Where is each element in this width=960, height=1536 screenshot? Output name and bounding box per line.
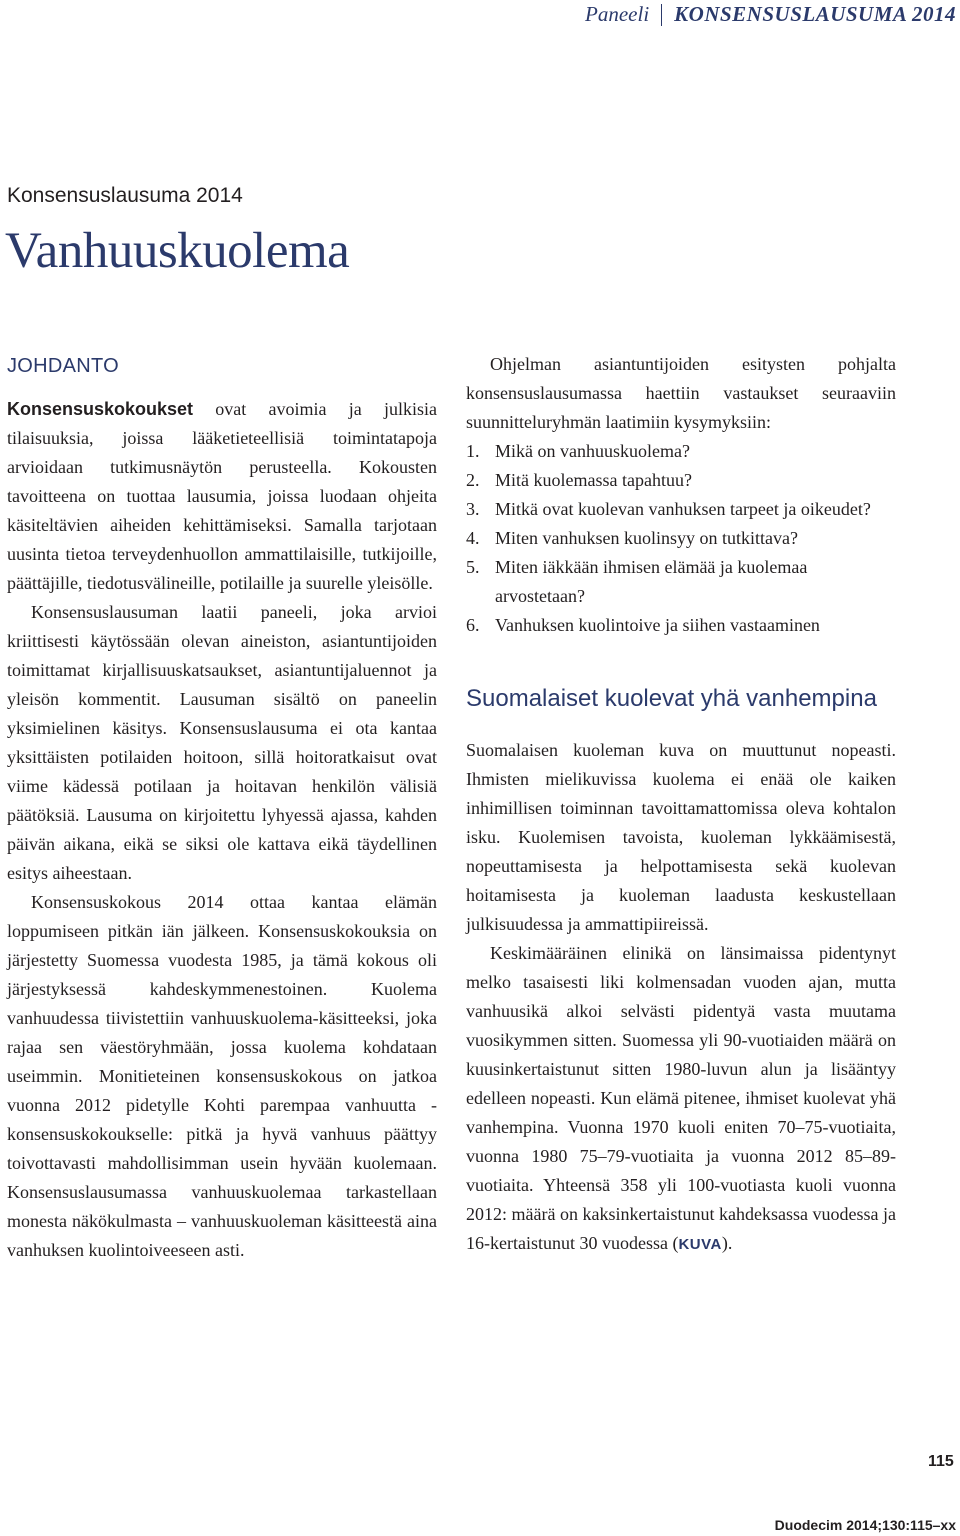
left-column [7, 352, 437, 1265]
meeting-paragraph: Konsensuskokous 2014 ottaa kantaa elämän loppumiseen pitkän iän jälkeen. Konsensuskokouksia on järjestetty Suomessa vuodesta 1985, ja tämä kokous oli järjestyksessä kahdeskymmenestoinen. Kuolema vanhuudessa tiivistettiin vanhuuskuolema-käsitteeksi, joka rajaa sen väestöryhmään, jossa kuolema kohdataan useimmin. Monitieteinen konsensuskokous on jatkoa vuonna 2012 pidetylle Kohti parempaa vanhuutta -konsensuskokoukselle: pitkä ja hyvä vanhuus päättyy toivottavasti mahdollisimman usein hyvään kuolemaan. Konsensuslausumassa vanhuuskuolemaa tarkastellaan monesta näkökulmasta – vanhuuskuoleman käsitteestä aina vanhuksen kuolintoiveeseen asti. [7, 892, 437, 1260]
question-list [466, 437, 896, 640]
subheading: Suomalaiset kuolevat yhä vanhempina [466, 685, 877, 712]
figure-reference-link[interactable]: KUVA [678, 1236, 722, 1253]
article-kicker: Konsensuslausuma 2014 [7, 184, 243, 207]
list-item [466, 466, 896, 495]
body-paragraph: Suomalaisen kuoleman kuva on muuttunut nopeasti. Ihmisten mielikuvissa kuolema ei enää ole kaiken inhimillisen toiminnan tavoittamattomissa oleva kohtalon isku. Kuolemisen tavoista, kuoleman lykkäämisestä, nopeuttamisesta ja helpottamisesta sekä kuolevan hoitamisesta ja kuoleman laadusta keskustellaan julkisuudessa ja ammattipiireissä. [466, 740, 896, 934]
question-text: Mitkä ovat kuolevan vanhuksen tarpeet ja oikeudet? [495, 499, 871, 519]
list-item [466, 437, 896, 466]
question-text: Mitä kuolemassa tapahtuu? [495, 470, 692, 490]
intro-paragraph [7, 395, 437, 598]
running-head [585, 2, 956, 27]
body-paragraph-end: ). [721, 1233, 733, 1253]
question-number: 3. [466, 499, 480, 519]
body-paragraph [466, 939, 896, 1259]
questions-intro: Ohjelman asiantuntijoiden esitysten pohjalta konsensuslausumassa haettiin vastaukset seuraaviin suunnitteluryhmän laatimiin kysymyksiin: [466, 354, 896, 432]
question-text: Miten vanhuksen kuolinsyy on tutkittava? [495, 528, 798, 548]
intro-paragraph-text: ovat avoimia ja julkisia tilaisuuksia, joissa lääketieteellisiä toimintatapoja arvioidaan tutkimusnäytön perusteella. Kokousten tavoitteena on tuottaa lausumia, joissa luodaan ohjeita käsiteltävien aiheiden kehittämiseksi. Samalla tarjotaan uusinta tietoa terveydenhuollon ammattilaisille, tutkijoille, päättäjille, tiedotusvälineille, potilaille ja suurelle yleisölle. [7, 399, 437, 593]
running-head-divider [661, 4, 662, 26]
lead-term: Konsensuskokoukset [7, 399, 194, 419]
question-number: 5. [466, 557, 480, 577]
right-column [466, 350, 896, 1259]
list-item [466, 495, 896, 524]
question-number: 4. [466, 528, 480, 548]
running-head-title: KONSENSUSLAUSUMA 2014 [674, 2, 956, 26]
article-title: Vanhuuskuolema [5, 223, 350, 279]
body-paragraph-text: Keskimääräinen elinikä on länsimaissa pidentynyt melko tasaisesti liki kolmensadan vuoden ajan, mutta vanhuusikä alkoi selvästi pidentyä vasta muutama vuosikymmen sitten. Suomessa yli 90-vuotiaiden määrä on kuusinkertaistunut sitten 1980-luvun alun ja lisääntyy edelleen nopeasti. Kun elämä pitenee, ihmiset kuolevat yhä vanhempina. Vuonna 1970 kuoli eniten 70–75-vuotiaita, vuonna 1980 75–79-vuotiaita ja vuonna 2012 85–89-vuotiaita. Yhteensä 358 yli 100-vuotiasta kuoli vuonna 2012: määrä on kaksinkertaistunut kahdeksassa vuodessa ja 16-kertaistunut 30 vuodessa ( [466, 943, 896, 1253]
question-number: 2. [466, 470, 480, 490]
question-text: Mikä on vanhuuskuolema? [495, 441, 690, 461]
footer-citation: Duodecim 2014;130:115–xx [774, 1517, 956, 1533]
question-number: 1. [466, 441, 480, 461]
panel-paragraph: Konsensuslausuman laatii paneeli, joka arvioi kriittisesti käytössään olevan aineiston, asiantuntijoiden toimittamat kirjallisuuskatsaukset, asiantuntijaluennot ja yleisön kommentit. Lausuman sisältö on paneelin yksimielinen käsitys. Konsensuslausuma ei ota kantaa yksittäisten potilaiden hoitoon, sillä hoitoratkaisut ovat viime kädessä potilaan ja hoitavan henkilön välisiä päätöksiä. Lausuma on kirjoitettu lyhyessä ajassa, kahden päivän aikana, eikä se siksi ole kattava eikä täydellinen esitys aiheestaan. [7, 602, 437, 883]
list-item [466, 553, 896, 611]
list-item [466, 524, 896, 553]
section-heading-johdanto: JOHDANTO [7, 355, 120, 377]
question-text: Vanhuksen kuolintoive ja siihen vastaaminen [495, 615, 820, 635]
list-item [466, 611, 896, 640]
running-head-section: Paneeli [585, 2, 650, 26]
page-number: 115 [928, 1453, 954, 1470]
question-number: 6. [466, 615, 480, 635]
question-text: Miten iäkkään ihmisen elämää ja kuolemaa arvostetaan? [495, 557, 808, 606]
